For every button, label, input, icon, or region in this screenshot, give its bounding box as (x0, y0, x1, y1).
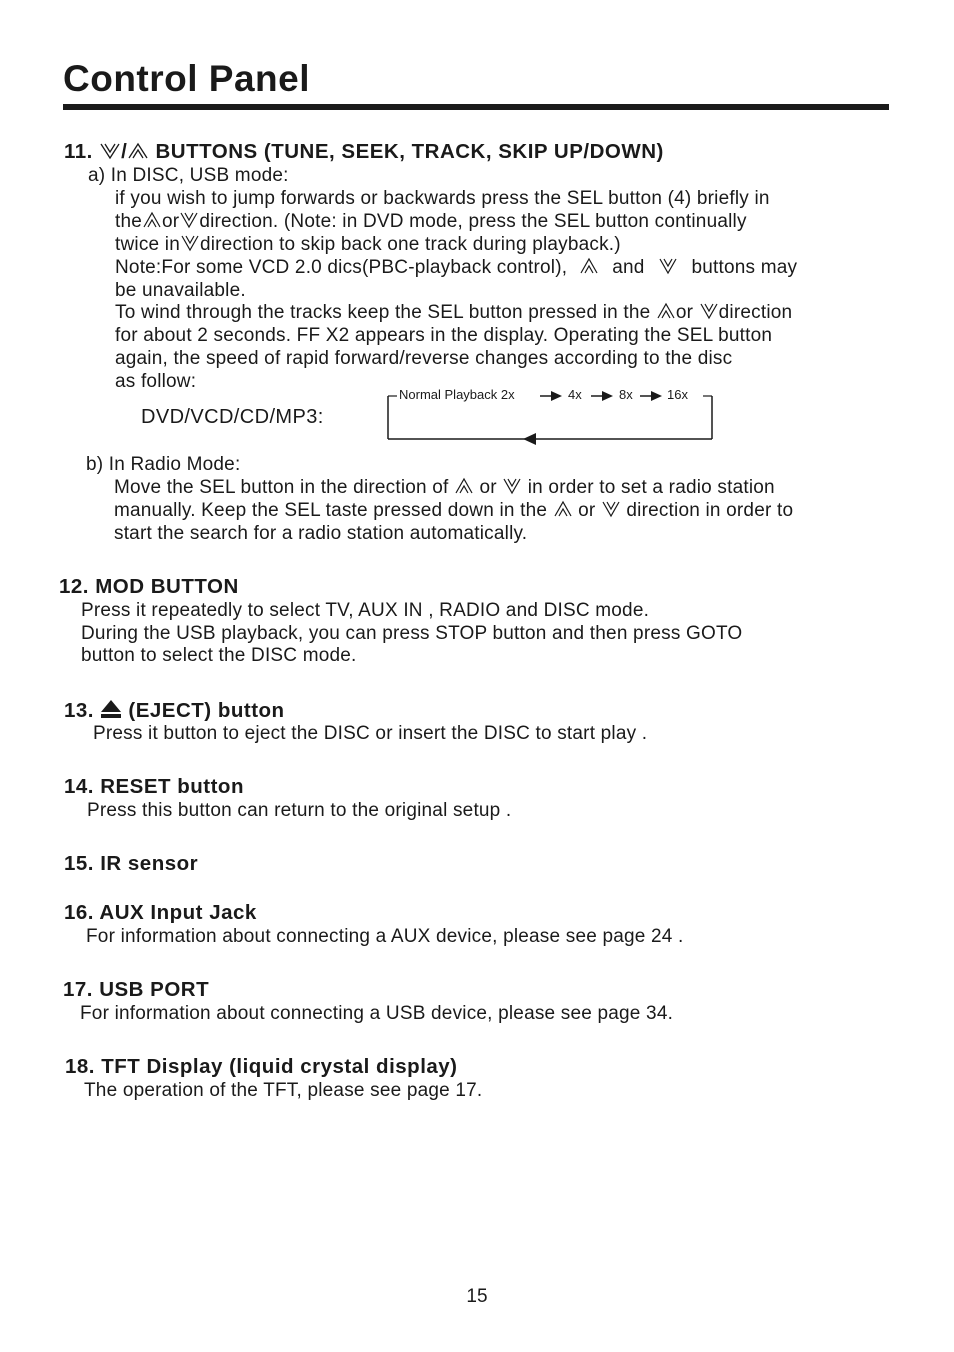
s11-a-line1: if you wish to jump forwards or backwards press the SEL button (4) briefly in (115, 188, 770, 209)
down-chevron-icon (502, 477, 522, 501)
text: the (115, 211, 143, 232)
down-chevron-icon (658, 257, 678, 281)
s11-a-line7: for about 2 seconds. FF X2 appears in the display. Operating the SEL button (115, 325, 773, 346)
section-13-heading-text: (EJECT) button (128, 699, 285, 722)
section-11-number: 11. (64, 140, 93, 163)
section-11-separator: / (121, 140, 128, 163)
text: direction in order to (626, 500, 794, 521)
section-13-heading (64, 698, 285, 726)
flow-step-16x: 16x (667, 387, 688, 402)
up-chevron-icon (127, 142, 149, 166)
flow-step-8x: 8x (619, 387, 633, 402)
down-chevron-icon (99, 142, 121, 166)
s17-line1: For information about connecting a USB device, please see page 34. (80, 1003, 674, 1024)
down-chevron-icon (699, 302, 719, 326)
s11-a-line4 (115, 257, 797, 281)
s11-a-label: a) In DISC, USB mode: (88, 165, 289, 186)
text: direction (718, 302, 793, 323)
text: manually. Keep the SEL taste pressed down in the (114, 500, 548, 521)
s11-b-line3: start the search for a radio station automatically. (114, 523, 528, 544)
s12-line3: button to select the DISC mode. (81, 645, 357, 666)
eject-icon (100, 698, 122, 726)
s11-b-line1 (114, 477, 775, 501)
section-17-heading: 17. USB PORT (63, 978, 210, 1001)
down-chevron-icon (179, 211, 199, 235)
s11-a-line2 (115, 211, 747, 235)
text: twice in (115, 234, 180, 255)
text: direction to skip back one track during playback.) (199, 234, 621, 255)
text: or (479, 477, 497, 498)
s11-a-line5: be unavailable. (115, 280, 246, 301)
text: To wind through the tracks keep the SEL button pressed in the (115, 302, 651, 323)
s12-line1: Press it repeatedly to select TV, AUX IN , RADIO and DISC mode. (81, 600, 650, 621)
title-rule (63, 104, 889, 110)
text: Note:For some VCD 2.0 dics(PBC-playback control), (115, 257, 568, 278)
section-16-heading: 16. AUX Input Jack (64, 901, 257, 924)
section-14-heading: 14. RESET button (64, 775, 244, 798)
text: direction. (Note: in DVD mode, press the SEL button continually (199, 211, 747, 232)
section-11-heading (64, 140, 664, 166)
section-13-number: 13. (64, 699, 94, 722)
text: in order to set a radio station (527, 477, 775, 498)
s11-a-line6 (115, 302, 792, 326)
up-chevron-icon (454, 477, 474, 501)
section-15-heading: 15. IR sensor (64, 852, 199, 875)
s11-a-line9: as follow: (115, 371, 197, 392)
text: buttons may (691, 257, 798, 278)
up-chevron-icon (142, 211, 162, 235)
s12-line2: During the USB playback, you can press STOP button and then press GOTO (81, 623, 743, 644)
s11-a-line8: again, the speed of rapid forward/reverse changes according to the disc (115, 348, 733, 369)
down-chevron-icon (601, 500, 621, 524)
down-chevron-icon (180, 234, 200, 258)
s14-line1: Press this button can return to the original setup . (87, 800, 512, 821)
text: and (612, 257, 645, 278)
s11-a-line3 (115, 234, 621, 258)
section-18-heading: 18. TFT Display (liquid crystal display) (65, 1055, 458, 1078)
text: Move the SEL button in the direction of (114, 477, 449, 498)
page-title: Control Panel (63, 58, 311, 99)
s11-b-line2 (114, 500, 793, 524)
s18-line1: The operation of the TFT, please see page 17. (84, 1080, 483, 1101)
page-number: 15 (466, 1286, 488, 1307)
up-chevron-icon (579, 257, 599, 281)
section-12-heading: 12. MOD BUTTON (59, 575, 239, 598)
diagram-label: DVD/VCD/CD/MP3: (141, 406, 324, 428)
text: or (162, 211, 180, 232)
text: or (578, 500, 596, 521)
s11-b-label: b) In Radio Mode: (86, 454, 241, 475)
section-11-heading-text: BUTTONS (TUNE, SEEK, TRACK, SKIP UP/DOWN) (155, 140, 664, 163)
flow-step-4x: 4x (568, 387, 582, 402)
s16-line1: For information about connecting a AUX device, please see page 24 . (86, 926, 684, 947)
flow-step-normal: Normal Playback 2x (399, 387, 515, 402)
s13-line1: Press it button to eject the DISC or insert the DISC to start play . (93, 723, 648, 744)
up-chevron-icon (553, 500, 573, 524)
text: or (675, 302, 694, 323)
up-chevron-icon (656, 302, 676, 326)
